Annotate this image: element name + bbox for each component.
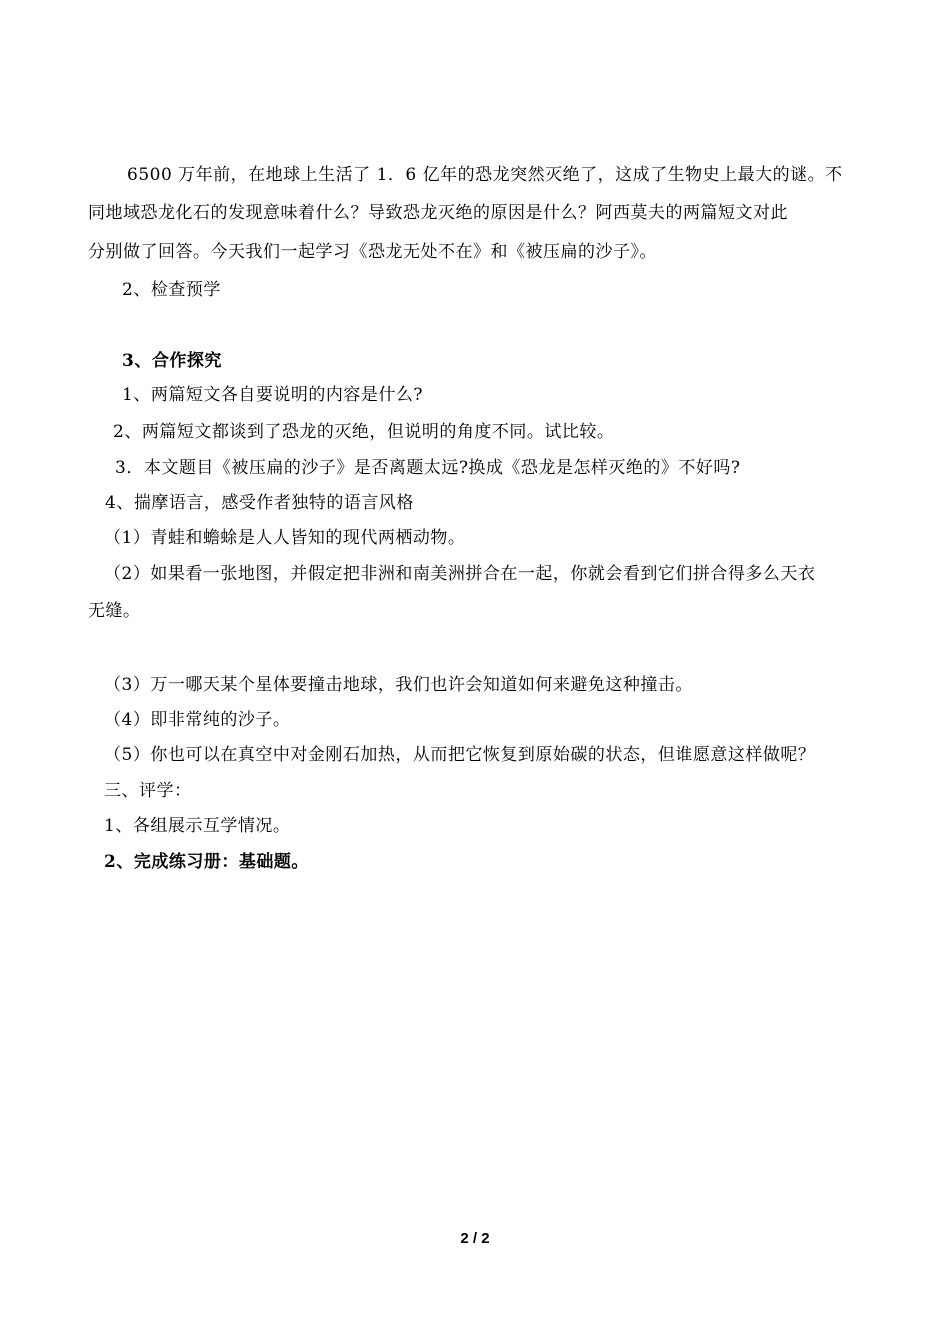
sentence-1: （1）青蛙和蟾蜍是人人皆知的现代两栖动物。: [104, 528, 466, 548]
question-4: 4、揣摩语言，感受作者独特的语言风格: [105, 493, 414, 513]
check-preview-heading: 2、检查预学: [122, 280, 221, 300]
sentence-4: （4）即非常纯的沙子。: [104, 710, 291, 730]
cooperation-heading: 3、合作探究: [122, 351, 222, 371]
evaluation-item-2: 2、完成练习册：基础题。: [104, 852, 309, 872]
sentence-5: （5）你也可以在真空中对金刚石加热，从而把它恢复到原始碳的状态，但谁愿意这样做呢？: [104, 745, 816, 765]
sentence-3: （3）万一哪天某个星体要撞击地球，我们也许会知道如何来避免这种撞击。: [104, 675, 693, 695]
question-1: 1、两篇短文各自要说明的内容是什么?: [122, 385, 423, 405]
intro-paragraph-line-1: 6500 万年前，在地球上生活了 1．6 亿年的恐龙突然灭绝了，这成了生物史上最大的谜。不: [127, 165, 843, 185]
intro-paragraph-line-3: 分别做了回答。今天我们一起学习《恐龙无处不在》和《被压扁的沙子》。: [88, 242, 657, 262]
evaluation-item-1: 1、各组展示互学情况。: [104, 816, 291, 836]
question-3: 3．本文题目《被压扁的沙子》是否离题太远?换成《恐龙是怎样灭绝的》不好吗?: [115, 458, 741, 478]
sentence-2-line-1: （2）如果看一张地图，并假定把非洲和南美洲拼合在一起，你就会看到它们拼合得多么天衣: [104, 564, 816, 584]
evaluation-heading: 三、评学：: [104, 781, 192, 801]
question-2: 2、两篇短文都谈到了恐龙的灭绝，但说明的角度不同。试比较。: [113, 422, 615, 442]
intro-paragraph-line-2: 同地域恐龙化石的发现意味着什么？导致恐龙灭绝的原因是什么？阿西莫夫的两篇短文对此: [88, 203, 788, 223]
page-number: 2 / 2: [460, 1230, 490, 1247]
sentence-2-line-2: 无缝。: [88, 601, 141, 621]
